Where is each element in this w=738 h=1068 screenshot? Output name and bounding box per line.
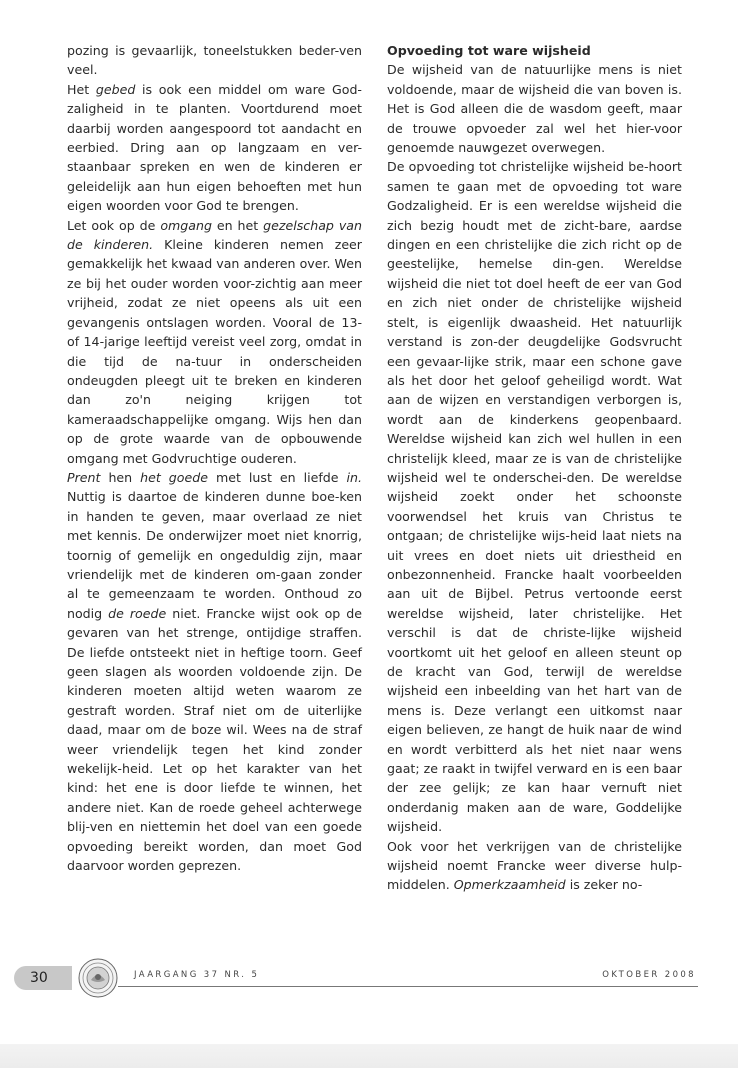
section-heading: Opvoeding tot ware wijsheid <box>387 43 591 58</box>
paragraph: Het gebed is ook een middel om ware God-zaligheid in te planten. Voortdurend moet daarbij worden aangespoord tot aandacht en eerbied. Dring aan op langzaam en ver-staanbaar spreken en wen de kinderen er geleidelijk aan hun eigen behoeften met hun eigen woorden voor God te brengen. <box>67 81 362 214</box>
right-column <box>387 41 682 895</box>
journal-seal-icon <box>78 958 118 998</box>
page-footer <box>0 958 738 998</box>
page-edge <box>0 1044 738 1068</box>
page-number: 30 <box>30 970 48 986</box>
paragraph: Ook voor het verkrijgen van de christelijke wijsheid noemt Francke weer diverse hulp-middelen. Opmerkzaamheid is zeker no- <box>387 838 682 893</box>
footer-rule <box>118 986 698 987</box>
paragraph: Let ook op de omgang en het gezelschap van de kinderen. Kleine kinderen nemen zeer gemakkelijk het kwaad van anderen over. Wen ze bij het ouder worden voor-zichtig aan meer vrijheid, zodat ze niet opeens als uit een gevangenis ontslagen worden. Vooral de 13- of 14-jarige leeftijd vereist veel zorg, omdat in die tijd de na-tuur in onderscheiden ondeugden pleegt uit te breken en kinderen dan zo'n neiging krijgen tot kameraadschappelijke omgang. Wijs hen dan op de grote waarde van de opbouwende omgang met Godvruchtige ouderen. <box>67 217 362 466</box>
left-column <box>67 41 362 875</box>
paragraph: De wijsheid van de natuurlijke mens is niet voldoende, maar de wijsheid die van boven is. Het is God alleen die de wasdom geeft, maar de trouwe opvoeder zal wel het hier-voor genoemde nauwgezet overwegen. <box>387 62 682 156</box>
paragraph: Prent hen het goede met lust en liefde in. Nuttig is daartoe de kinderen dunne boe-ken in handen te geven, maar overlaad ze niet met kennis. De onderwijzer moet niet knorrig, toornig of gemelijk en ongeduldig zijn, maar vriendelijk met de kinderen om-gaan zonder al te gemeenzaam te worden. Onthoud zo nodig de roede niet. Francke wijst ook op de gevaren van het strenge, ontijdige straffen. De liefde ontsteekt niet in heftige toorn. Geef geen slagen als woorden voldoende zijn. De kinderen moeten altijd weten waarom ze gestraft worden. Straf niet om de uiterlijke daad, maar om de boze wil. Wees na de straf weer vriendelijk tegen het kind zonder wekelijk-heid. Let op het karakter van het kind: het ene is door liefde te winnen, het andere niet. Kan de roede geheel achterwege blij-ven en niettemin het doel van een goede opvoeding bereikt worden, dan moet God daarvoor worden geprezen. <box>67 469 362 874</box>
paragraph: pozing is gevaarlijk, toneelstukken beder-ven veel. <box>67 43 362 78</box>
issue-date: OKTOBER 2008 <box>602 970 696 980</box>
journal-issue: JAARGANG 37 NR. 5 <box>134 970 260 980</box>
paragraph: De opvoeding tot christelijke wijsheid be-hoort samen te gaan met de opvoeding tot ware Godzaligheid. Er is een wereldse wijsheid die zich bezig houdt met de zicht-bare, aardse dingen en een christelijke die zich richt op de geestelijke, hemelse din-gen. Wereldse wijsheid die niet tot doel heeft de eer van God en zich niet onder de christelijke wijsheid stelt, is eigenlijk dwaasheid. Het natuurlijk verstand is zon-der deugdelijke Godsvrucht een gevaar-lijke strik, maar een schone gave als het door het geloof geheiligd wordt. Wat aan de wijzen en verstandigen verborgen is, wordt aan de kinderkens geopenbaard. Wereldse wijsheid kan zich wel hullen in een christelijk kleed, maar ze is van de christelijke wijsheid wel te onderschei-den. De wereldse wijsheid zoekt onder het schoonste voorwendsel het kruis van Christus te ontgaan; de christelijke wijs-heid laat niets na uit vrees en doet niets uit driestheid en onbezonnenheid. Francke haalt voorbeelden aan uit de Bijbel. Petrus vertoonde eerst wereldse wijsheid, later christelijke. Het verschil is dat de christe-lijke wijsheid voortkomt uit het geloof en alleen steunt op de kracht van God, terwijl de wereldse wijsheid een inbeelding van het hart van de mens is. Deze verlangt een uitkomst naar eigen believen, ze hangt de huik naar de wind en wordt verbitterd als het niet naar wens gaat; ze raakt in twijfel verward en is een baar der zee gelijk; ze kan haar vernuft niet onderdanig maken aan de ware, Goddelijke wijsheid. <box>387 159 682 835</box>
